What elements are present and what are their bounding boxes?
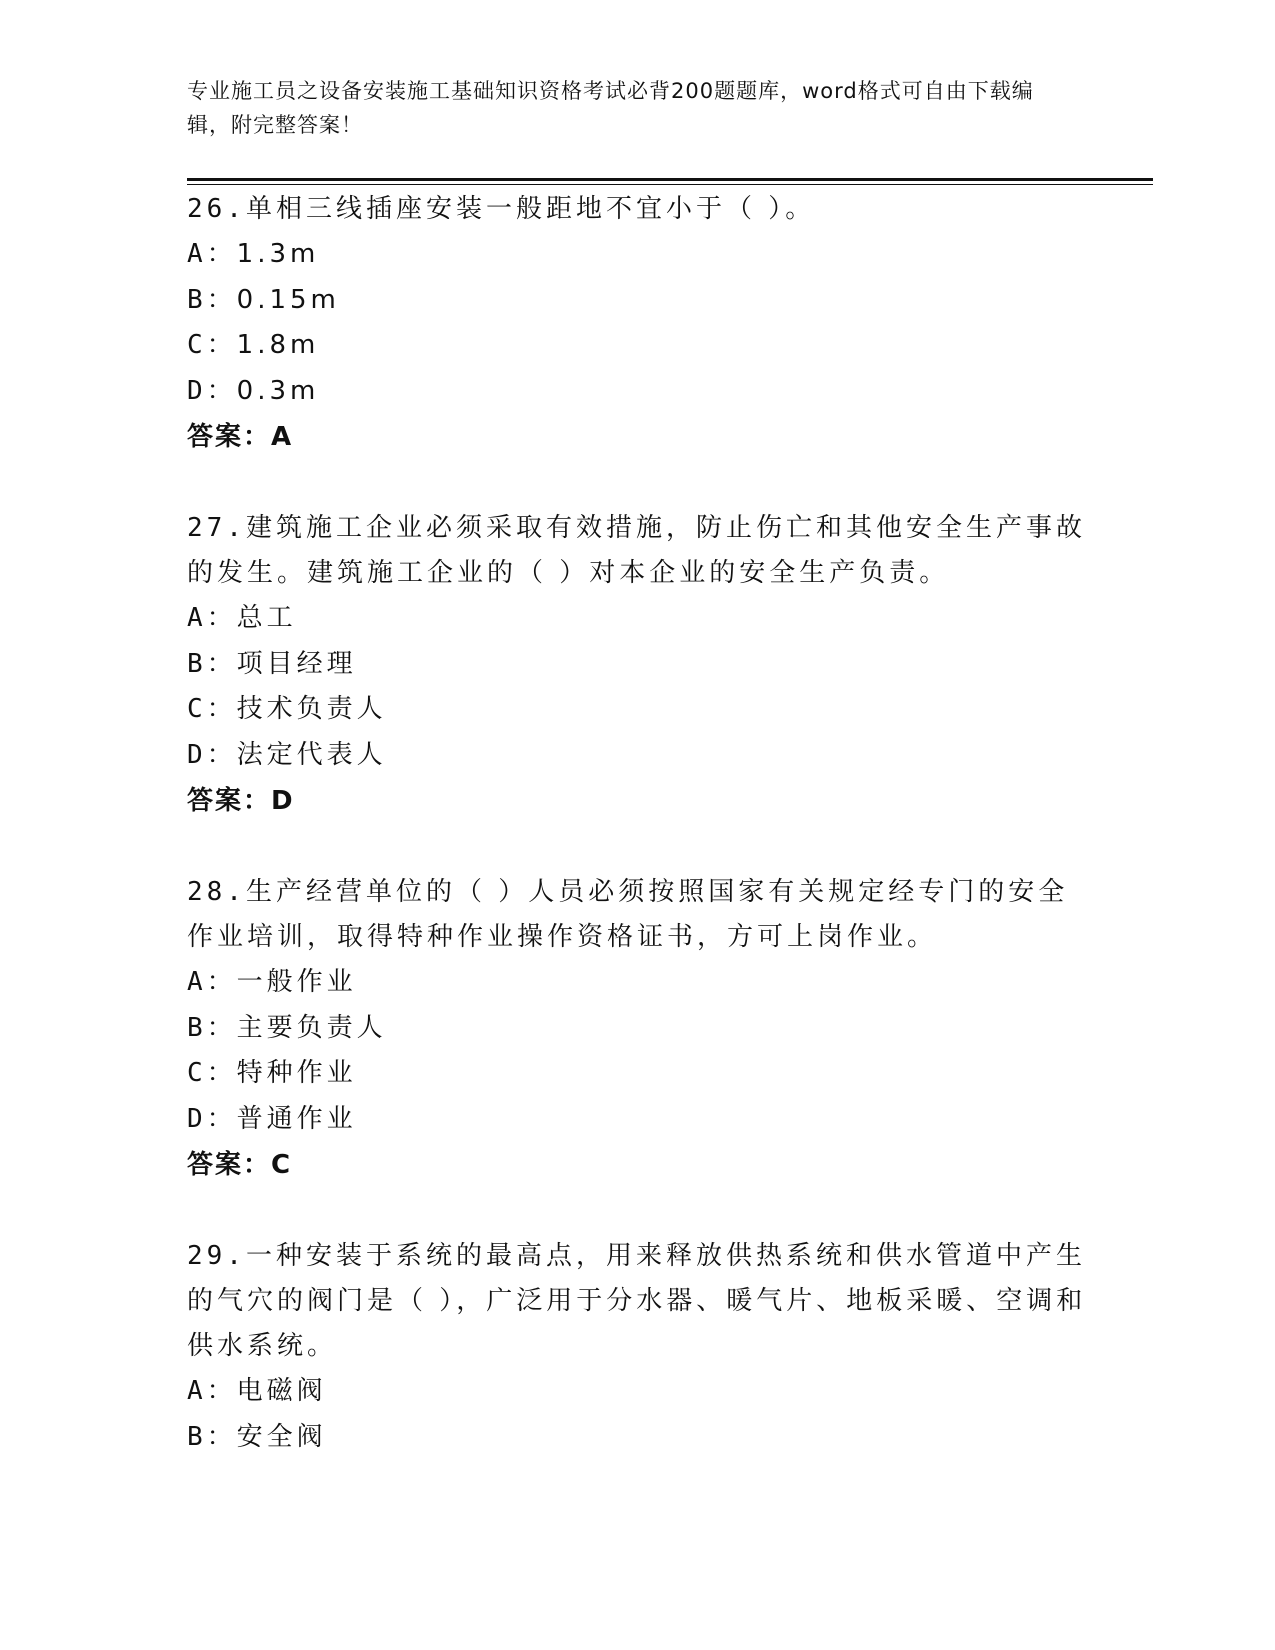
option-text: 0.15m: [236, 284, 340, 315]
option-c: [187, 1051, 1087, 1097]
option-d: [187, 369, 1087, 415]
option-text: 特种作业: [236, 1058, 357, 1088]
question-number: 26.: [187, 194, 246, 224]
option-text: 1.3m: [236, 239, 320, 269]
option-a: [187, 596, 1087, 642]
option-text: 安全阀: [236, 1421, 327, 1452]
option-b: [187, 642, 1087, 688]
question-26: [187, 187, 1087, 460]
question-27: [187, 506, 1087, 824]
option-c: [187, 323, 1087, 369]
option-c: [187, 687, 1087, 733]
option-key: C：: [187, 694, 237, 724]
option-text: 0.3m: [236, 375, 320, 406]
question-text: 一种安装于系统的最高点，用来释放供热系统和供水管道中产生的气穴的阀门是（ ），广泛用于分水器、暖气片、地板采暖、空调和供水系统。: [187, 1241, 1087, 1361]
question-stem: [187, 506, 1087, 596]
answer-line: 答案：C: [187, 1150, 293, 1180]
question-28: [187, 870, 1087, 1188]
option-key: A：: [187, 239, 237, 269]
option-text: 技术负责人: [236, 694, 387, 724]
question-text: 单相三线插座安装一般距地不宜小于（ ）。: [245, 194, 816, 224]
document-header: 专业施工员之设备安装施工基础知识资格考试必背200题题库，word格式可自由下载编辑，附完整答案！: [187, 79, 1034, 137]
question-number: 27.: [187, 513, 246, 543]
option-key: A：: [187, 603, 237, 633]
option-key: A：: [187, 967, 237, 997]
option-b: [187, 1006, 1087, 1052]
header-divider-thick: [187, 178, 1153, 181]
question-stem: [187, 187, 1087, 232]
option-b: [187, 278, 1087, 324]
option-key: D：: [187, 375, 237, 406]
option-text: 主要负责人: [236, 1012, 387, 1043]
question-stem: [187, 1234, 1087, 1369]
option-key: B：: [187, 1012, 237, 1043]
question-number: 29.: [187, 1241, 246, 1271]
question-text: 建筑施工企业必须采取有效措施，防止伤亡和其他安全生产事故的发生。建筑施工企业的（ ）对本企业的安全生产负责。: [187, 513, 1086, 588]
option-key: D：: [187, 739, 237, 770]
question-number: 28.: [187, 877, 246, 907]
option-text: 1.8m: [236, 330, 320, 360]
option-text: 一般作业: [236, 967, 357, 997]
option-key: C：: [187, 1058, 237, 1088]
option-text: 总工: [236, 603, 297, 633]
header-divider-thin: [187, 184, 1153, 185]
question-text: 生产经营单位的（ ）人员必须按照国家有关规定经专门的安全作业培训，取得特种作业操作资格证书，方可上岗作业。: [187, 877, 1069, 952]
option-d: [187, 733, 1087, 779]
question-list: [187, 187, 1087, 1506]
option-key: B：: [187, 648, 237, 679]
answer-line: 答案：A: [187, 422, 294, 452]
answer-line: 答案：D: [187, 786, 295, 816]
question-29: [187, 1234, 1087, 1460]
option-key: C：: [187, 330, 237, 360]
option-b: [187, 1415, 1087, 1461]
option-a: [187, 232, 1087, 278]
option-a: [187, 1369, 1087, 1415]
option-d: [187, 1097, 1087, 1143]
option-text: 法定代表人: [236, 739, 387, 770]
option-a: [187, 960, 1087, 1006]
option-text: 项目经理: [236, 648, 357, 679]
option-key: B：: [187, 284, 237, 315]
option-text: 电磁阀: [236, 1376, 327, 1406]
option-key: A：: [187, 1376, 237, 1406]
option-key: B：: [187, 1421, 237, 1452]
question-stem: [187, 870, 1087, 960]
option-text: 普通作业: [236, 1103, 357, 1134]
option-key: D：: [187, 1103, 237, 1134]
